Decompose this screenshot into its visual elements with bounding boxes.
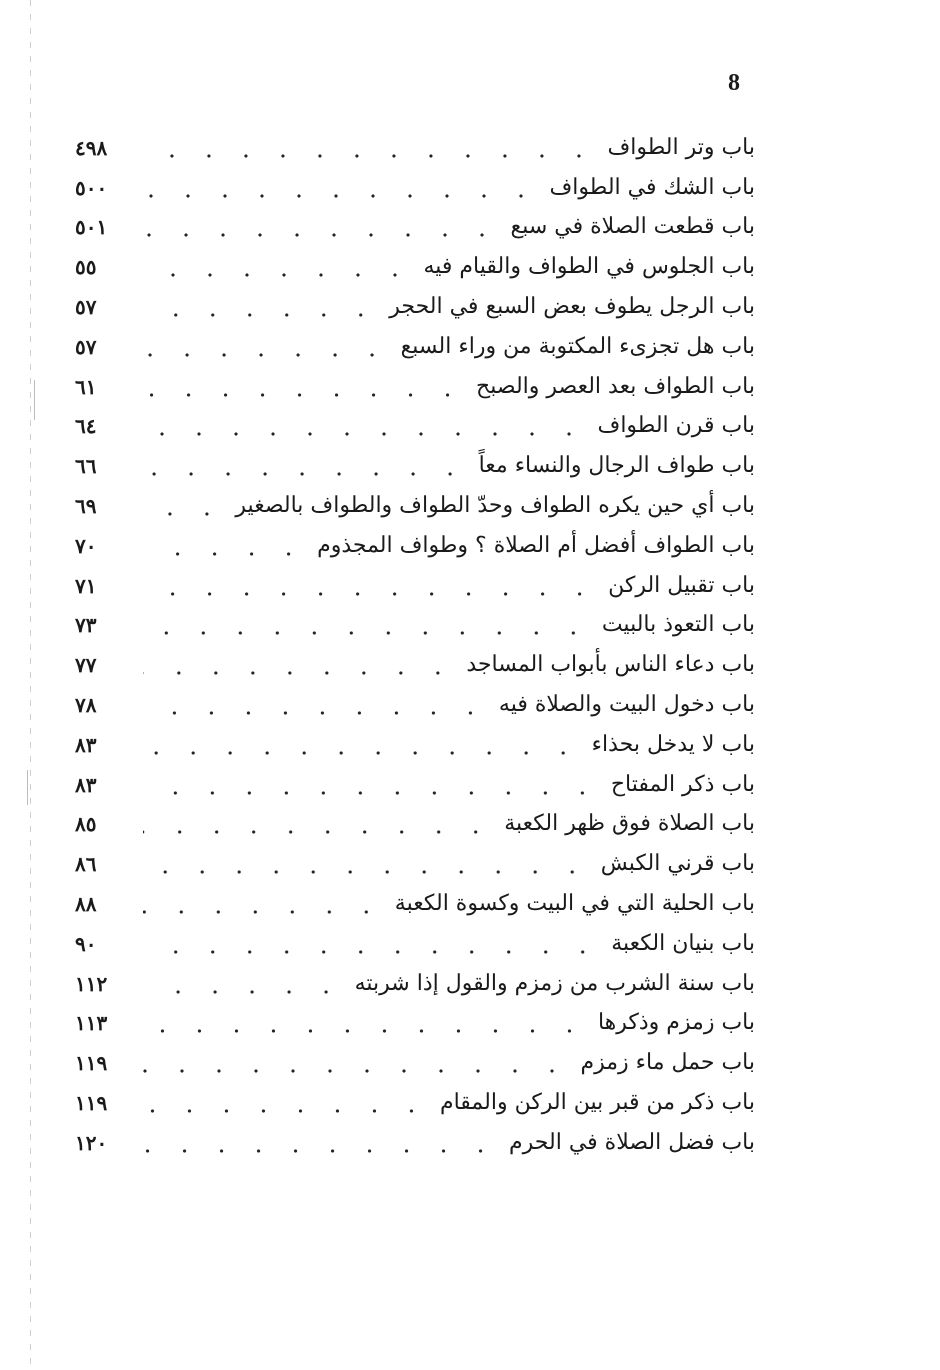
toc-entry-title: باب الطواف أفضل أم الصلاة ؟ وطواف المجذوم (317, 532, 755, 558)
dot-leader (143, 909, 385, 915)
toc-entry-page: ١١٢ (75, 971, 108, 996)
toc-entry (75, 407, 755, 447)
dot-leader (143, 1028, 588, 1034)
toc-entry-page: ٨٣ (75, 732, 97, 757)
dot-leader (143, 1148, 499, 1154)
toc-entry (75, 924, 755, 964)
toc-entry-page: ٧٣ (75, 613, 97, 638)
toc-entry-page: ١١٩ (75, 1091, 108, 1116)
dot-leader (143, 193, 540, 199)
toc-entry-page: ٦١ (75, 374, 97, 399)
toc-entry-page: ٨٥ (75, 812, 97, 837)
toc-entry (75, 765, 755, 805)
toc-entry-title: باب بنيان الكعبة (611, 930, 755, 956)
toc-entry-page: ٤٩٨ (75, 135, 108, 160)
toc-entry-title: باب الرجل يطوف بعض السبع في الحجر (389, 294, 755, 320)
toc-entry (75, 486, 755, 526)
dot-leader (143, 272, 413, 278)
dot-leader (143, 750, 582, 756)
toc-entry-title: باب التعوذ بالبيت (601, 612, 755, 638)
dot-leader (143, 630, 592, 636)
toc-entry-title: باب الطواف بعد العصر والصبح (476, 373, 755, 399)
dot-leader (143, 392, 466, 398)
toc-entry-page: ٦٩ (75, 494, 97, 519)
toc-entry-page: ٥٧ (75, 334, 97, 359)
dot-leader (143, 1068, 571, 1074)
dot-leader (143, 710, 489, 716)
toc-entry-title: باب دخول البيت والصلاة فيه (498, 692, 755, 718)
toc-entry-title: باب لا يدخل بحذاء (591, 731, 755, 757)
toc-entry (75, 805, 755, 845)
toc-entry-page: ٧٠ (75, 533, 97, 558)
toc-entry-page: ٥٠١ (75, 215, 108, 240)
toc-entry (75, 566, 755, 606)
dot-leader (143, 869, 591, 875)
dot-leader (143, 670, 456, 676)
toc-entry (75, 1004, 755, 1044)
toc-entry-title: باب وتر الطواف (607, 134, 755, 160)
toc-entry-title: باب الصلاة فوق ظهر الكعبة (504, 811, 755, 837)
toc-entry-title: باب قطعت الصلاة في سبع (510, 214, 755, 240)
dot-leader (143, 1108, 430, 1114)
toc-entry (75, 247, 755, 287)
toc-entry (75, 446, 755, 486)
toc-entry (75, 964, 755, 1004)
toc-entry (75, 128, 755, 168)
dot-leader (143, 511, 225, 517)
toc-entry-page: ٥٠٠ (75, 175, 108, 200)
toc-entry (75, 606, 755, 646)
toc-entry-title: باب فضل الصلاة في الحرم (509, 1129, 755, 1155)
dot-leader (143, 949, 601, 955)
toc-entry-page: ٧٧ (75, 653, 97, 678)
toc-entry-title: باب أي حين يكره الطواف وحدّ الطواف والطواف بالصغير (235, 493, 755, 519)
toc-entry (75, 725, 755, 765)
dot-leader (143, 431, 588, 437)
scan-edge-mark (27, 770, 28, 805)
toc-entry-page: ٧٨ (75, 693, 97, 718)
toc-entry (75, 884, 755, 924)
toc-entry-page: ٧١ (75, 573, 97, 598)
dot-leader (143, 312, 379, 318)
toc-entry-title: باب قرن الطواف (597, 413, 755, 439)
toc-entry-title: باب طواف الرجال والنساء معاً (478, 453, 755, 479)
toc-entry-page: ١١٩ (75, 1051, 108, 1076)
dot-leader (143, 352, 391, 358)
toc-entry (75, 208, 755, 248)
toc-entry-title: باب سنة الشرب من زمزم والقول إذا شربته (354, 970, 755, 996)
scan-edge-mark (34, 380, 35, 420)
toc-entry (75, 327, 755, 367)
toc-entry (75, 1123, 755, 1163)
dot-leader (143, 551, 307, 557)
toc-entry (75, 1043, 755, 1083)
toc-entry (75, 1083, 755, 1123)
toc-entry (75, 526, 755, 566)
toc-entry-page: ٥٥ (75, 255, 97, 280)
dot-leader (143, 232, 501, 238)
toc-entry-title: باب حمل ماء زمزم (580, 1050, 755, 1076)
toc-entry-page: ٦٤ (75, 414, 97, 439)
dot-leader (143, 153, 597, 159)
toc-entry (75, 685, 755, 725)
toc-entry-page: ٨٨ (75, 892, 97, 917)
toc-entry-title: باب الحلية التي في البيت وكسوة الكعبة (394, 891, 755, 917)
toc-entry-title: باب دعاء الناس بأبواب المساجد (466, 652, 755, 678)
toc-entry-title: باب قرني الكبش (600, 851, 755, 877)
dot-leader (143, 790, 601, 796)
toc-entry-title: باب هل تجزىء المكتوبة من وراء السبع (400, 333, 755, 359)
toc-entry-title: باب ذكر من قبر بين الركن والمقام (439, 1090, 755, 1116)
toc-entry (75, 287, 755, 327)
toc-entry-page: ١١٣ (75, 1011, 108, 1036)
toc-entry-page: ٦٦ (75, 454, 97, 479)
toc-entry (75, 367, 755, 407)
toc-entry-page: ٩٠ (75, 931, 97, 956)
toc-entry-page: ٨٦ (75, 852, 97, 877)
toc-entry-title: باب زمزم وذكرها (597, 1010, 755, 1036)
toc-entry-page: ٥٧ (75, 295, 97, 320)
dot-leader (143, 829, 494, 835)
toc-entry-title: باب الشك في الطواف (549, 174, 755, 200)
dot-leader (143, 989, 345, 995)
toc-entry (75, 844, 755, 884)
toc-entry (75, 168, 755, 208)
scan-edge-line (30, 0, 31, 1370)
toc-entry-page: ١٢٠ (75, 1130, 108, 1155)
toc-entry-title: باب ذكر المفتاح (610, 771, 755, 797)
page-number: 8 (728, 70, 740, 96)
dot-leader (143, 591, 598, 597)
toc-entry-title: باب تقبيل الركن (608, 572, 755, 598)
toc-entry (75, 645, 755, 685)
dot-leader (143, 471, 469, 477)
table-of-contents (75, 128, 755, 1163)
toc-entry-title: باب الجلوس في الطواف والقيام فيه (423, 254, 755, 280)
toc-entry-page: ٨٣ (75, 772, 97, 797)
